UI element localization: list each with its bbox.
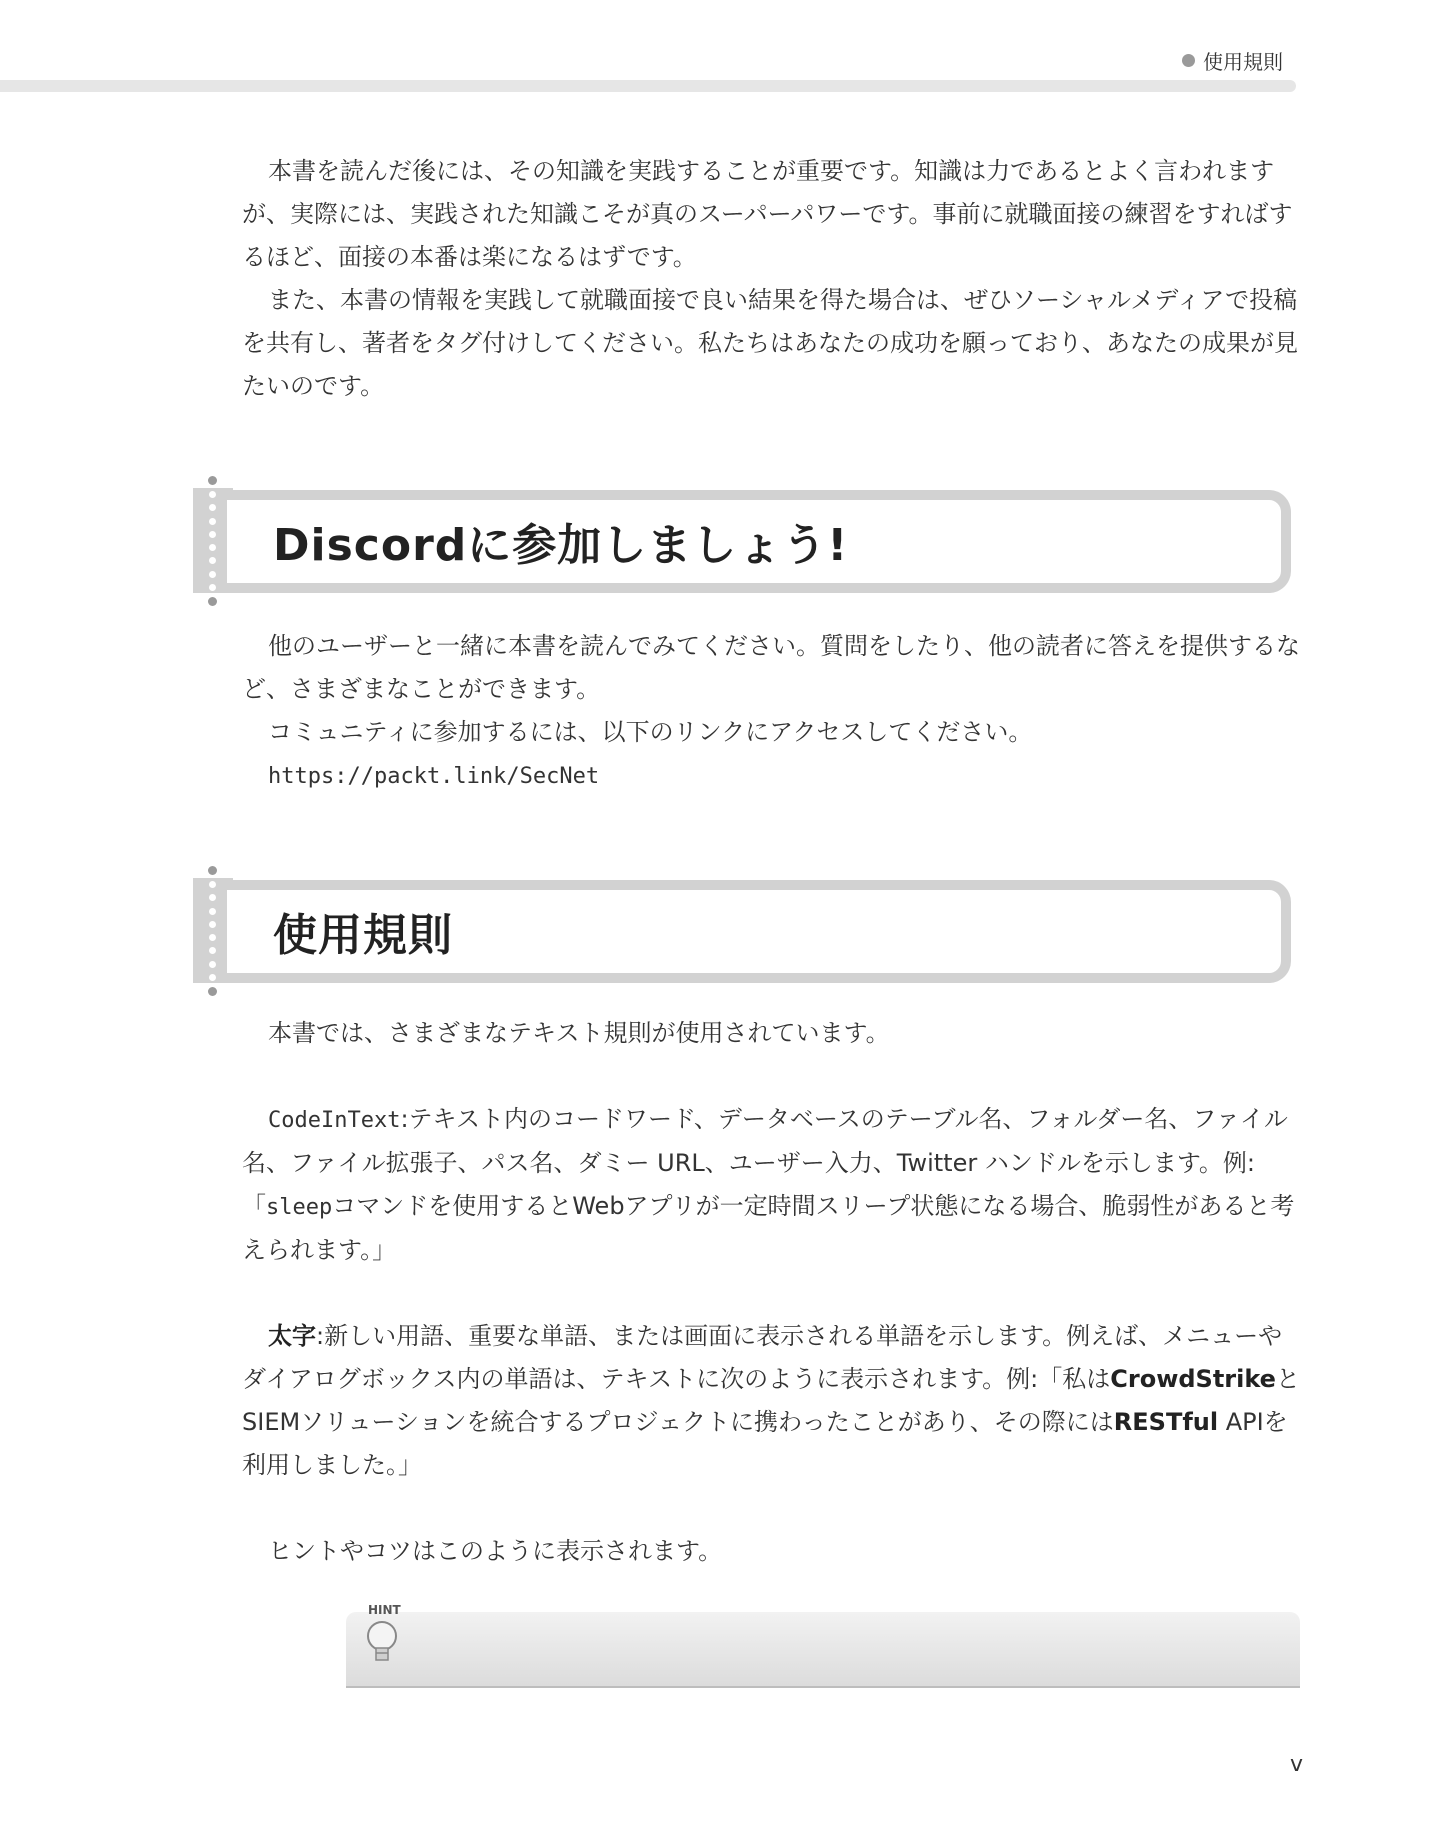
intro-paragraph-2: また、本書の情報を実践して就職面接で良い結果を得た場合は、ぜひソーシャルメディアで投稿を共有し、著者をタグ付けしてください。私たちはあなたの成功を願っており、あなたの成果が見たいのです。 — [242, 286, 1298, 400]
code-term: CodeInText — [268, 1108, 401, 1133]
discord-link[interactable]: https://packt.link/SecNet — [268, 764, 600, 789]
header-rule — [0, 80, 1296, 92]
bold-desc: :新しい用語、重要な単語、または画面に表示される単語を示します。例えば、メニューやダイアログボックス内の単語は、テキストに次のように表示されます。例:「私は — [242, 1322, 1283, 1393]
discord-title: Discordに参加しましょう! — [273, 519, 849, 571]
heading-dots — [207, 866, 217, 996]
bold-end: APIを利用しました。」 — [242, 1408, 1288, 1479]
intro-paragraph-1: 本書を読んだ後には、その知識を実践することが重要です。知識は力であるとよく言われますが、実際には、実践された知識こそが真のスーパーパワーです。事前に就職面接の練習をすればするほど、面接の本番は楽になるはずです。 — [242, 157, 1293, 271]
code-desc: :テキスト内のコードワード、データベースのテーブル名、フォルダー名、ファイル名、ファイル拡張子、パス名、ダミー URL、ユーザー入力、Twitter ハンドルを示します。 — [242, 1105, 1288, 1177]
conventions-title: 使用規則 — [273, 909, 453, 961]
hint-lightbulb-icon — [360, 1600, 420, 1672]
conventions-heading-box — [193, 878, 1291, 983]
discord-section — [242, 625, 1302, 798]
bold-example-2: RESTful — [1113, 1408, 1219, 1436]
heading-dots — [207, 476, 217, 606]
bold-term: 太字 — [268, 1322, 316, 1350]
code-example-code: sleep — [266, 1195, 333, 1220]
hint-intro: ヒントやコツはこのように表示されます。 — [268, 1537, 723, 1565]
bold-example-1: CrowdStrike — [1110, 1365, 1276, 1393]
discord-heading-box — [193, 488, 1291, 593]
bold-mid: とSIEMソリューションを統合するプロジェクトに携わったことがあり、その際には — [242, 1365, 1300, 1436]
hint-icon-label: HINT — [368, 1603, 401, 1617]
bullet-icon — [1182, 54, 1195, 67]
discord-paragraph-2: コミュニティに参加するには、以下のリンクにアクセスしてください。 — [268, 718, 1033, 746]
hint-box — [346, 1612, 1300, 1688]
running-header — [1182, 46, 1283, 75]
discord-paragraph-1: 他のユーザーと一緒に本書を読んでみてください。質問をしたり、他の読者に答えを提供するなど、さまざまなことができます。 — [242, 632, 1300, 703]
conventions-section — [242, 1012, 1302, 1573]
conventions-intro: 本書では、さまざまなテキスト規則が使用されています。 — [268, 1019, 890, 1047]
bold-convention-paragraph — [242, 1315, 1302, 1487]
intro-section — [242, 150, 1302, 408]
code-convention-paragraph — [242, 1098, 1302, 1272]
header-section-label: 使用規則 — [1203, 50, 1283, 74]
code-example-rest: コマンドを使用するとWebアプリが一定時間スリープ状態になる場合、脆弱性があると考えられます。」 — [242, 1192, 1295, 1264]
code-example-prefix: 例:「 — [242, 1149, 1255, 1220]
page-number: v — [1290, 1752, 1304, 1777]
